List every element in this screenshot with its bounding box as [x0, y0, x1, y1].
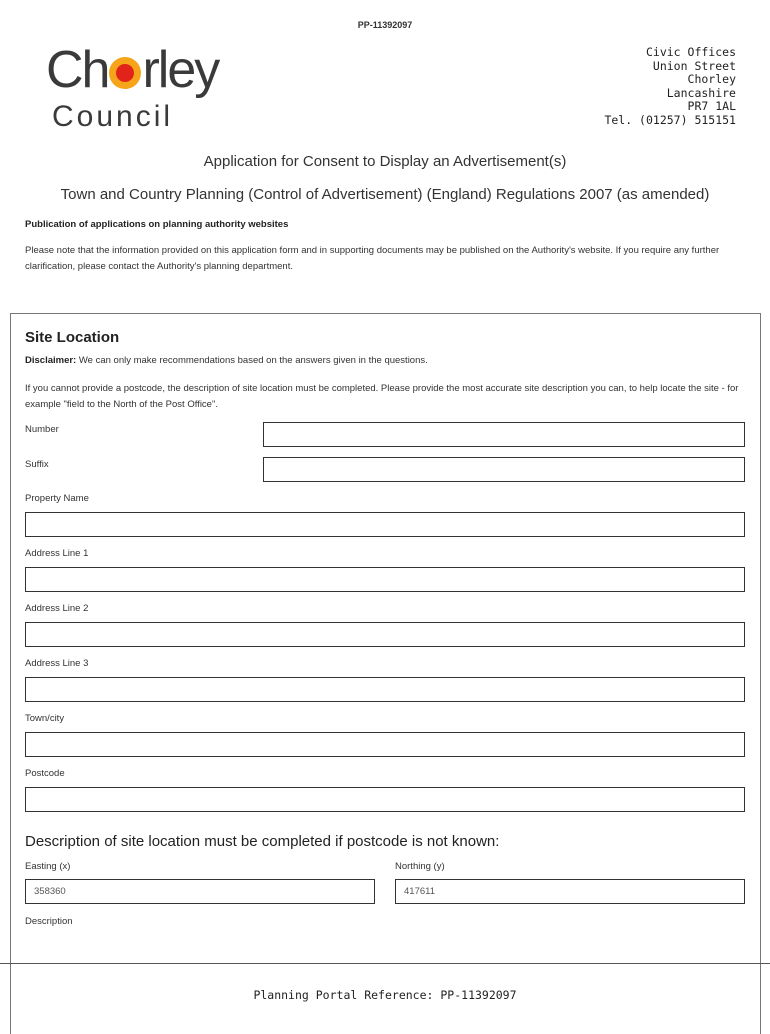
site-location-help: If you cannot provide a postcode, the description of site location must be completed. Please provide the most accurate site description you can, to help locate the site - for example "field to the North of the Post Office". [25, 383, 739, 410]
logo-text-rley: rley [142, 41, 219, 99]
address-line-3-field[interactable] [25, 677, 745, 702]
planning-portal-reference-footer: Planning Portal Reference: PP-11392097 [253, 988, 517, 1002]
address-line-2-label: Address Line 2 [25, 603, 89, 614]
document-reference-top: PP-11392097 [357, 20, 413, 30]
town-city-field[interactable] [25, 732, 745, 757]
number-label: Number [25, 424, 59, 435]
address-line: Lancashire [666, 85, 736, 100]
logo-text-ch: Ch [46, 41, 109, 99]
address-telephone: Tel. (01257) 515151 [604, 112, 736, 127]
suffix-label: Suffix [25, 459, 49, 470]
council-address [604, 46, 736, 128]
address-line-1-field[interactable] [25, 567, 745, 592]
logo-wordmark [46, 41, 219, 99]
property-name-label: Property Name [25, 493, 89, 504]
chorley-council-logo [46, 41, 276, 139]
form-title: Application for Consent to Display an Advertisement(s) [203, 153, 567, 170]
postcode-field[interactable] [25, 787, 745, 812]
disclaimer-text: We can only make recommendations based on the answers given in the questions. [76, 355, 428, 366]
description-section-title: Description of site location must be completed if postcode is not known: [25, 833, 500, 850]
suffix-field[interactable] [263, 457, 745, 482]
town-city-label: Town/city [25, 713, 65, 724]
page-break-rule [0, 963, 770, 964]
postcode-label: Postcode [25, 768, 65, 779]
address-line: Union Street [652, 58, 736, 73]
address-line: PR7 1AL [687, 99, 736, 114]
northing-label: Northing (y) [395, 861, 445, 872]
publication-notice: Please note that the information provided on this application form and in supporting documents may be published on the Authority's website. If you require any further clarification, please contact the Authority's planning department. [25, 245, 720, 272]
address-line: Chorley [687, 72, 736, 87]
logo-council-text: Council [52, 100, 174, 133]
description-label: Description [25, 916, 73, 927]
address-line-3-label: Address Line 3 [25, 658, 89, 669]
disclaimer [25, 355, 428, 366]
property-name-field[interactable] [25, 512, 745, 537]
form-subtitle: Town and Country Planning (Control of Advertisement) (England) Regulations 2007 (as amended) [60, 186, 710, 203]
publication-heading: Publication of applications on planning authority websites [25, 219, 289, 230]
number-field[interactable] [263, 422, 745, 447]
address-line: Civic Offices [645, 45, 736, 59]
easting-field[interactable]: 358360 [25, 879, 375, 904]
address-line-2-field[interactable] [25, 622, 745, 647]
address-line-1-label: Address Line 1 [25, 548, 89, 559]
sun-icon [108, 56, 142, 90]
easting-label: Easting (x) [25, 861, 71, 872]
northing-field[interactable]: 417611 [395, 879, 745, 904]
site-location-title: Site Location [25, 329, 120, 346]
logo-sun-o [108, 44, 142, 96]
disclaimer-label: Disclaimer: [25, 355, 77, 366]
